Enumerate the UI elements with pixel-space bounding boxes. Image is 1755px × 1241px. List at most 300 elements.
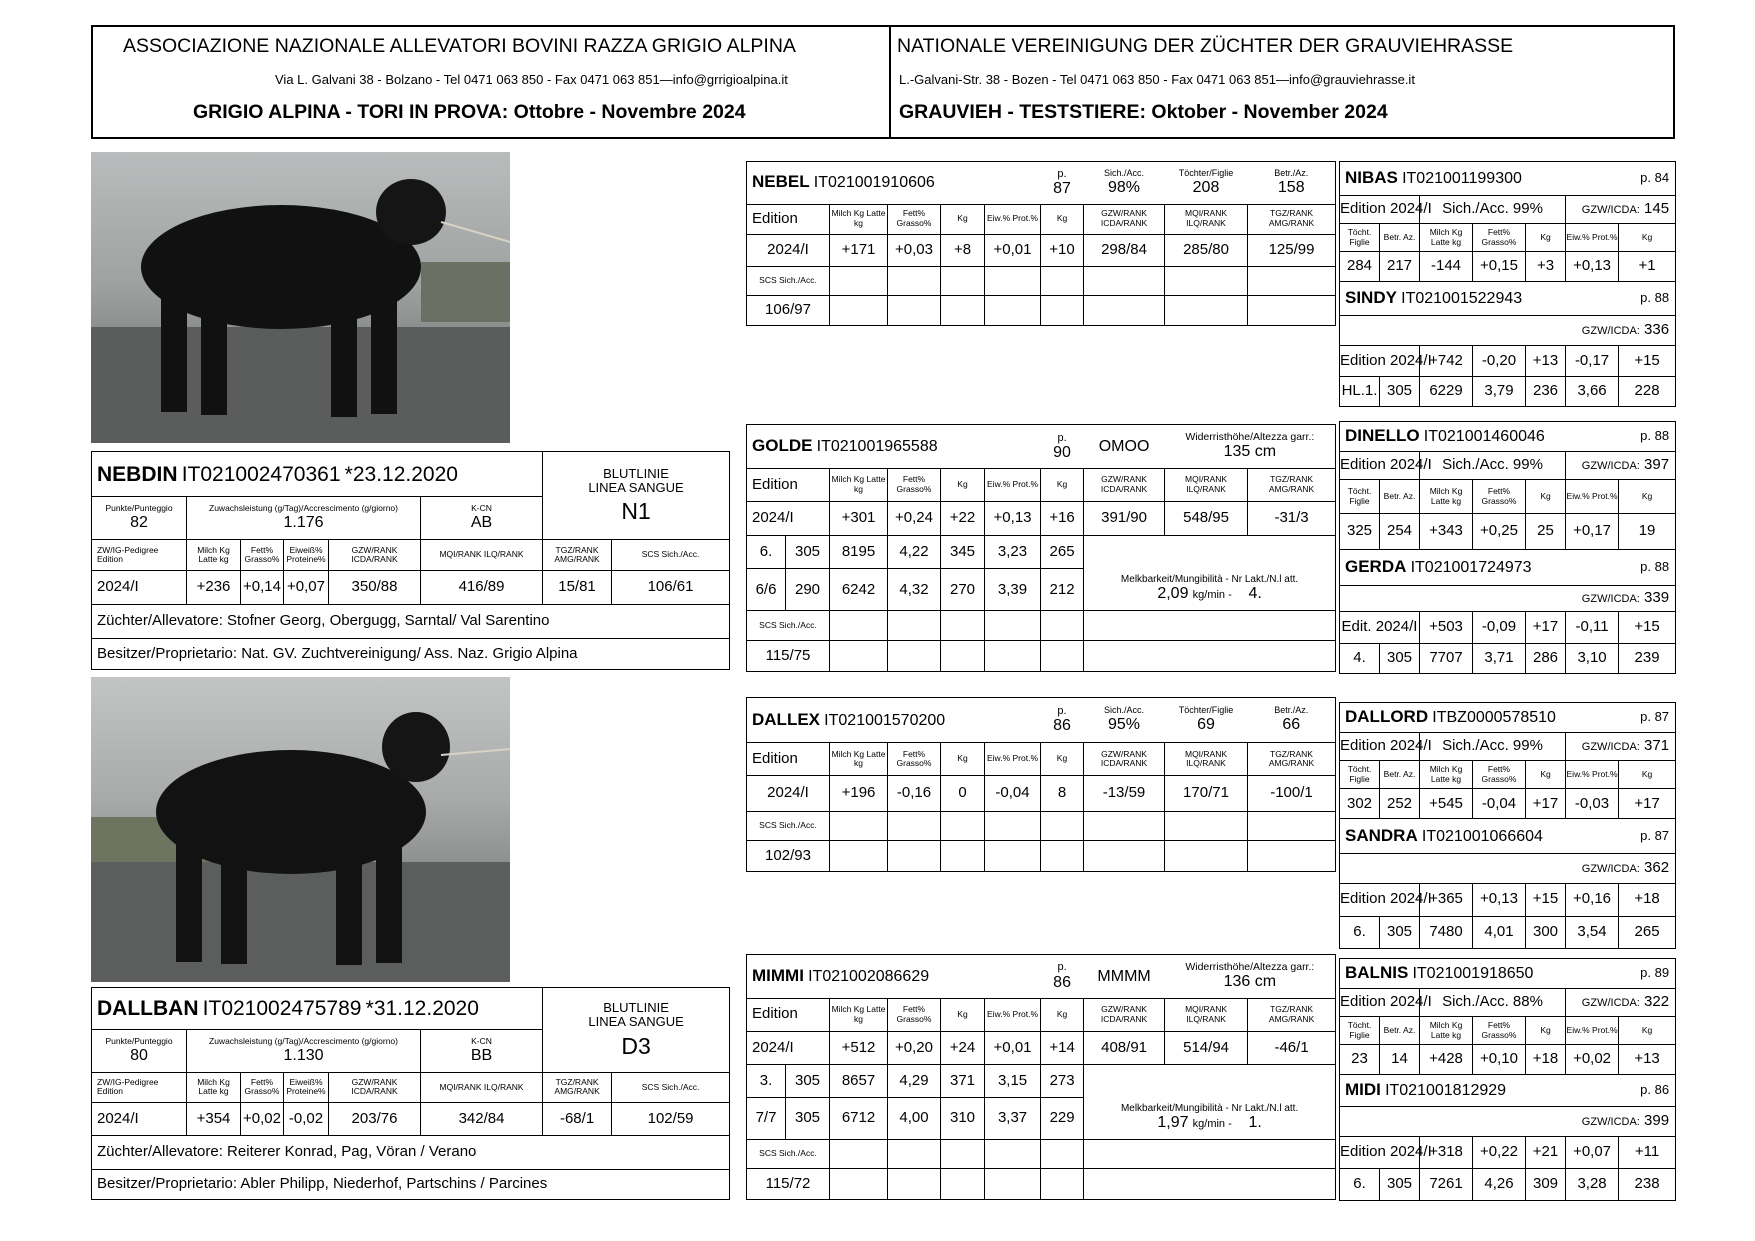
bulls-0-dam-sire-row-5: +0,17 bbox=[1566, 514, 1619, 550]
bulls-0-dam-l1-6: 265 bbox=[1041, 535, 1084, 568]
bulls-1-dam-row-4: +0,01 bbox=[985, 1031, 1041, 1064]
bulls-0-dam-l2-5: 3,39 bbox=[985, 569, 1041, 611]
bulls-0-sire-sire-id: IT021001199300 bbox=[1402, 170, 1522, 188]
labels-fett: Fett% Grasso% bbox=[888, 204, 941, 234]
bulls-1-sire-dam-hl-1: 305 bbox=[1380, 916, 1420, 948]
labels-kg: Kg bbox=[1526, 761, 1566, 789]
labels-eiweiss: Eiweiß% Proteine% bbox=[284, 540, 329, 571]
bulls-0-dam-dam-gzw: 339 bbox=[1644, 589, 1670, 607]
bulls-1-sire-sire-sich: Sich./Acc. 99% bbox=[1420, 733, 1566, 761]
bull-photo-dallban bbox=[91, 677, 510, 982]
it-title: ASSOCIAZIONE NAZIONALE ALLEVATORI BOVINI RAZZA GRIGIO ALPINA bbox=[123, 35, 796, 57]
bulls-1-dam-dam-hl-5: 3,28 bbox=[1566, 1169, 1619, 1201]
labels-gzwicda: GZW/ICDA: bbox=[1581, 862, 1640, 875]
bloodline-value: N1 bbox=[621, 498, 651, 525]
labels-eiw: Eiw.% Prot.% bbox=[1566, 224, 1619, 252]
bulls-1-dam-row-5: +14 bbox=[1041, 1031, 1084, 1064]
bulls-0-dam-row-6: 391/90 bbox=[1084, 502, 1165, 535]
labels-milch: Milch Kg Latte kg bbox=[1420, 1017, 1473, 1045]
bulls-1-sire-sire-row-4: +17 bbox=[1526, 789, 1566, 819]
bulls-0-sire-dam-row1-0: +742 bbox=[1420, 346, 1473, 377]
bulls-1-dam-l1-2: 8657 bbox=[830, 1065, 888, 1098]
labels-gzwicda: GZW/ICDA: bbox=[1581, 204, 1640, 217]
bulls-1-dam-dam-p: p. 86 bbox=[1640, 1082, 1670, 1098]
bull-values-row bbox=[92, 571, 730, 605]
labels-kcn: K-CN bbox=[471, 1036, 492, 1046]
bulls-1-sire-sire-row-6: +17 bbox=[1619, 789, 1676, 819]
bulls-1-dam-l1-1: 305 bbox=[786, 1065, 830, 1098]
breeder: Züchter/Allevatore: Stofner Georg, Obergugg, Sarntal/ Val Sarentino bbox=[92, 605, 730, 639]
bulls-1-dam-l2-0: 7/7 bbox=[747, 1098, 786, 1140]
bulls-1-sire-dam-hl-2: 7480 bbox=[1420, 916, 1473, 948]
labels-kg: Kg bbox=[1526, 480, 1566, 514]
bulls-0-dam-sire-row-4: 25 bbox=[1526, 514, 1566, 550]
bulls-1-scs: 102/59 bbox=[612, 1103, 730, 1136]
labels-punkte: Punkte/Punteggio bbox=[105, 1036, 173, 1046]
labels-betraz: Betr. Az. bbox=[1380, 224, 1420, 252]
bulls-0-dam-l1-0: 6. bbox=[747, 535, 786, 568]
grandparents-dinello-gerda bbox=[1339, 421, 1676, 674]
labels-kg: Kg bbox=[941, 204, 985, 234]
bulls-1-dam-sire-id: IT021001918650 bbox=[1412, 965, 1534, 983]
grandparents-nibas-sindy bbox=[1339, 161, 1676, 407]
labels-eiw: Eiw.% Prot.% bbox=[985, 998, 1041, 1031]
bulls-0-sire-sire-edition: Edition 2024/I bbox=[1340, 196, 1420, 224]
labels-eiw: Eiw.% Prot.% bbox=[985, 743, 1041, 776]
bulls-0-dam-dam-ed: Edit. 2024/I bbox=[1340, 612, 1420, 644]
bulls-0-dam-dam-hl-5: 3,10 bbox=[1566, 644, 1619, 674]
bulls-0-sire-dam-hl-2: 6229 bbox=[1420, 377, 1473, 407]
labels-zuwachs: Zuwachsleistung (g/Tag)/Accrescimento (g/giorno) bbox=[209, 1036, 398, 1046]
labels-gzw: GZW/RANK ICDA/RANK bbox=[1084, 204, 1165, 234]
bulls-1-punkte: 80 bbox=[130, 1046, 148, 1064]
labels-fett: Fett% Grasso% bbox=[888, 743, 941, 776]
bulls-1-sire-row-6: -13/59 bbox=[1084, 776, 1165, 811]
header bbox=[91, 25, 1675, 139]
labels-kg: Kg bbox=[1041, 204, 1084, 234]
owner: Besitzer/Proprietario: Abler Philipp, Niederhof, Partschins / Parcines bbox=[92, 1169, 730, 1199]
de-address: L.-Galvani-Str. 38 - Bozen - Tel 0471 063 850 - Fax 0471 063 851—info@grauviehrasse.it bbox=[899, 72, 1415, 87]
bulls-0-sire-dam-id: IT021001522943 bbox=[1401, 290, 1523, 308]
labels-zw-pedigree: ZW/IG-Pedigree Edition bbox=[92, 1072, 187, 1102]
bulls-0-sire-betr: 158 bbox=[1277, 178, 1305, 196]
bulls-0-dam-l1-4: 345 bbox=[941, 535, 985, 568]
bulls-1-dam-l1-3: 4,29 bbox=[888, 1065, 941, 1098]
labels-fett: Fett% Grasso% bbox=[241, 1072, 284, 1102]
bulls-1-dam-l2-4: 310 bbox=[941, 1098, 985, 1140]
bulls-1-sire-betr: 66 bbox=[1282, 716, 1301, 734]
labels-kcn: K-CN bbox=[471, 503, 492, 514]
bulls-0-dam-dam-row1-3: -0,11 bbox=[1566, 612, 1619, 644]
bulls-0-dam-p: 90 bbox=[1053, 443, 1071, 461]
bulls-1-sire-sire-row-1: 252 bbox=[1380, 789, 1420, 819]
bulls-1-dam-sire-row-3: +0,10 bbox=[1473, 1045, 1526, 1075]
bulls-0-sire-dam-row1-1: -0,20 bbox=[1473, 346, 1526, 377]
bulls-1-dam-sire-row-4: +18 bbox=[1526, 1045, 1566, 1075]
bulls-1-sire-dam-row1-0: +365 bbox=[1420, 883, 1473, 916]
bulls-0-dam-sire-p: p. 88 bbox=[1640, 428, 1670, 444]
bulls-1-dam-sire-row-5: +0,02 bbox=[1566, 1045, 1619, 1075]
bulls-1-sire-row-8: -100/1 bbox=[1248, 776, 1336, 811]
bulls-0-sire-sire-row-0: 284 bbox=[1340, 252, 1380, 282]
labels-kg: Kg bbox=[941, 998, 985, 1031]
labels-toecht: Töcht. Figlie bbox=[1340, 761, 1380, 789]
bulls-1-sire-dam-p: p. 87 bbox=[1640, 827, 1670, 843]
bulls-0-sire-toechter: 208 bbox=[1192, 178, 1220, 196]
bulls-1-dam-dam-hl-1: 305 bbox=[1380, 1169, 1420, 1201]
bulls-0-dam-sire-gzw: 397 bbox=[1644, 456, 1670, 474]
labels-milch: Milch Kg Latte kg bbox=[830, 468, 888, 501]
labels-scs: SCS Sich./Acc. bbox=[612, 1072, 730, 1102]
bulls-0-sire-row-8: 125/99 bbox=[1248, 234, 1336, 266]
bulls-0-dam-type: OMOO bbox=[1098, 437, 1150, 455]
bulls-0-milch: +236 bbox=[187, 571, 241, 605]
bulls-1-dam-sire-sich: Sich./Acc. 88% bbox=[1420, 989, 1566, 1017]
bulls-0-dam-l1-3: 4,22 bbox=[888, 535, 941, 568]
kcn-value: AB bbox=[470, 514, 493, 532]
bulls-0-sire-sire-row-3: +0,15 bbox=[1473, 252, 1526, 282]
labels-milch: Milch Kg Latte kg bbox=[1420, 224, 1473, 252]
bulls-0-dam-sire-sich: Sich./Acc. 99% bbox=[1420, 452, 1566, 480]
labels-scs-small: SCS Sich./Acc. bbox=[747, 267, 830, 295]
bulls-1-sire-sire-name: DALLORD bbox=[1345, 707, 1429, 727]
labels-kg: Kg bbox=[941, 468, 985, 501]
labels-tgz: TGZ/RANK AMG/RANK bbox=[1248, 743, 1336, 776]
dam-card-mimmi bbox=[746, 954, 1336, 1200]
labels-fett: Fett% Grasso% bbox=[888, 468, 941, 501]
bulls-1-dam-sire-row-1: 14 bbox=[1380, 1045, 1420, 1075]
punkte-value: 82 bbox=[130, 514, 148, 532]
bulls-0-dam-l2-0: 6/6 bbox=[747, 569, 786, 611]
bulls-1-sire-id: IT021001570200 bbox=[824, 711, 946, 729]
bloodline-cell bbox=[543, 452, 730, 540]
labels-punkte: Punkte/Punteggio bbox=[105, 503, 173, 514]
labels-sich: Sich./Acc. bbox=[1104, 168, 1145, 179]
bull-name: NEBDIN bbox=[97, 462, 178, 486]
labels-gzwicda: GZW/ICDA: bbox=[1581, 1116, 1640, 1129]
bulls-1-dam-sire-gzw: 322 bbox=[1644, 993, 1670, 1011]
labels-scs: SCS Sich./Acc. bbox=[612, 540, 730, 571]
labels-kg: Kg bbox=[1619, 224, 1676, 252]
bulls-1-dam-sire-edition: Edition 2024/I bbox=[1340, 989, 1420, 1017]
bulls-0-dam-dam-row1-4: +15 bbox=[1619, 612, 1676, 644]
bulls-1-sire-name: DALLEX bbox=[752, 709, 820, 729]
bulls-0-dam-l1-5: 3,23 bbox=[985, 535, 1041, 568]
labels-betr: Betr./Az. bbox=[1274, 705, 1309, 716]
bulls-1-dam-sire-row-6: +13 bbox=[1619, 1045, 1676, 1075]
bulls-0-sire-sire-gzw: 145 bbox=[1644, 200, 1670, 218]
labels-kg: Kg bbox=[1526, 1017, 1566, 1045]
bulls-0-sire-p: 87 bbox=[1053, 180, 1071, 197]
labels-fett: Fett% Grasso% bbox=[888, 998, 941, 1031]
bulls-0-sire-dam-name: SINDY bbox=[1345, 288, 1397, 308]
grandsire-values-row bbox=[1340, 252, 1676, 282]
bulls-0-sire-dam-p: p. 88 bbox=[1640, 290, 1670, 306]
bulls-0-sire-id: IT021001910606 bbox=[813, 174, 935, 192]
bulls-0-dam-sire-name: DINELLO bbox=[1345, 426, 1420, 446]
bulls-1-sire-row-2: -0,16 bbox=[888, 776, 941, 811]
bull-id: IT021002470361 bbox=[181, 462, 341, 486]
bulls-1-dam-id: IT021002086629 bbox=[808, 967, 930, 985]
labels-fett: Fett% Grasso% bbox=[1473, 761, 1526, 789]
bulls-1-dam-row-8: -46/1 bbox=[1248, 1031, 1336, 1064]
bulls-0-tgz: 15/81 bbox=[543, 571, 612, 605]
labels-milch: Milch Kg Latte kg bbox=[1420, 761, 1473, 789]
bulls-0-sire-row-4: +0,01 bbox=[985, 234, 1041, 266]
bulls-0-sire-sire-sich: Sich./Acc. 99% bbox=[1420, 196, 1566, 224]
bulls-1-sire-sich: 95% bbox=[1107, 716, 1141, 734]
bull-values-row bbox=[92, 1103, 730, 1136]
bulls-0-dam-dam-row1-2: +17 bbox=[1526, 612, 1566, 644]
labels-eiweiss: Eiweiß% Proteine% bbox=[284, 1072, 329, 1102]
labels-gzw: GZW/RANK ICDA/RANK bbox=[1084, 998, 1165, 1031]
bulls-0-sire-name: NEBEL bbox=[752, 172, 810, 192]
bulls-0-dam-l1-2: 8195 bbox=[830, 535, 888, 568]
bulls-1-sire-dam-hl-3: 4,01 bbox=[1473, 916, 1526, 948]
bulls-1-dam-dam-row1-4: +11 bbox=[1619, 1137, 1676, 1169]
bulls-0-dam-dam-hl-6: 239 bbox=[1619, 644, 1676, 674]
bulls-1-mqi: 342/84 bbox=[421, 1103, 543, 1136]
bulls-0-sire-row-7: 285/80 bbox=[1165, 234, 1248, 266]
labels-milch: Milch Kg Latte kg bbox=[830, 743, 888, 776]
bulls-0-dam-row-4: +0,13 bbox=[985, 502, 1041, 535]
bulls-1-sire-dam-hl-5: 3,54 bbox=[1566, 916, 1619, 948]
bulls-1-dam-dam-row1-2: +21 bbox=[1526, 1137, 1566, 1169]
labels-kg: Kg bbox=[1619, 1017, 1676, 1045]
labels-betraz: Betr. Az. bbox=[1380, 1017, 1420, 1045]
labels-mqi: MQI/RANK ILQ/RANK bbox=[1165, 468, 1248, 501]
bulls-0-sire-dam-ed: Edition 2024/I bbox=[1340, 346, 1420, 377]
bulls-0-dam-l2-2: 6242 bbox=[830, 569, 888, 611]
labels-eiw: Eiw.% Prot.% bbox=[985, 204, 1041, 234]
bulls-0-dam-dam-hl-2: 7707 bbox=[1420, 644, 1473, 674]
grandparents-balnis-midi bbox=[1339, 958, 1676, 1201]
bulls-0-sire-row-5: +10 bbox=[1041, 234, 1084, 266]
bulls-0-dam-dam-name: GERDA bbox=[1345, 557, 1407, 577]
bulls-0-sire-sire-row-6: +1 bbox=[1619, 252, 1676, 282]
bull-card-nebdin bbox=[91, 451, 730, 670]
bulls-0-sire-row-0: 2024/I bbox=[747, 234, 830, 266]
bulls-1-sire-sire-row-2: +545 bbox=[1420, 789, 1473, 819]
bulls-1-sire-dam-hl-0: 6. bbox=[1340, 916, 1380, 948]
bulls-1-dam-row-3: +24 bbox=[941, 1031, 985, 1064]
bulls-0-sire-sire-name: NIBAS bbox=[1345, 168, 1398, 188]
bulls-0-dam-dam-p: p. 88 bbox=[1640, 559, 1670, 575]
labels-toechter: Töchter/Figlie bbox=[1178, 168, 1234, 179]
bulls-1-tgz: -68/1 bbox=[543, 1103, 612, 1136]
labels-melk: Melkbarkeit/Mungibilità - Nr Lakt./N.l att. bbox=[1120, 1103, 1299, 1115]
bulls-1-dam-row-7: 514/94 bbox=[1165, 1031, 1248, 1064]
dam-values-row bbox=[747, 502, 1336, 535]
bulls-0-dam-mk: 2,09 bbox=[1157, 584, 1189, 602]
it-subtitle: GRIGIO ALPINA - TORI IN PROVA: Ottobre - Novembre 2024 bbox=[193, 101, 746, 123]
labels-widerrist: Widerristhöhe/Altezza garr.: bbox=[1185, 960, 1315, 973]
bulls-1-dam-dam-ed: Edition 2024/I bbox=[1340, 1137, 1420, 1169]
bulls-0-sire-sire-row-4: +3 bbox=[1526, 252, 1566, 282]
labels-tgz: TGZ/RANK AMG/RANK bbox=[543, 1072, 612, 1102]
bulls-1-sire-sire-row-0: 302 bbox=[1340, 789, 1380, 819]
labels-tgz: TGZ/RANK AMG/RANK bbox=[1248, 998, 1336, 1031]
labels-eiw: Eiw.% Prot.% bbox=[1566, 761, 1619, 789]
bulls-0-sire-sire-p: p. 84 bbox=[1640, 170, 1670, 186]
grandsire-values-row bbox=[1340, 789, 1676, 819]
bull-birth: *31.12.2020 bbox=[365, 997, 479, 1021]
bulls-0-dam-dam-row1-0: +503 bbox=[1420, 612, 1473, 644]
labels-edition: Edition bbox=[747, 468, 830, 501]
labels-scs-small: SCS Sich./Acc. bbox=[747, 811, 830, 840]
sire-values-row bbox=[747, 776, 1336, 811]
bulls-1-sire-toechter: 69 bbox=[1197, 716, 1215, 734]
bulls-0-eiweiss: +0,07 bbox=[284, 571, 329, 605]
labels-tgz: TGZ/RANK AMG/RANK bbox=[1248, 204, 1336, 234]
bulls-0-sire-dam-hl-6: 228 bbox=[1619, 377, 1676, 407]
labels-kg: Kg bbox=[1041, 998, 1084, 1031]
bulls-0-dam-row-2: +0,24 bbox=[888, 502, 941, 535]
bulls-0-sire-dam-row1-4: +15 bbox=[1619, 346, 1676, 377]
labels-eiw: Eiw.% Prot.% bbox=[1566, 480, 1619, 514]
bulls-1-dam-row-0: 2024/I bbox=[747, 1031, 830, 1064]
bull-card-dallban bbox=[91, 987, 730, 1200]
labels-betraz: Betr. Az. bbox=[1380, 761, 1420, 789]
bulls-1-dam-l2-6: 229 bbox=[1041, 1098, 1084, 1140]
granddam-lactation-row bbox=[1340, 644, 1676, 674]
granddam-lactation-row bbox=[1340, 1169, 1676, 1201]
bulls-1-dam-l2-3: 4,00 bbox=[888, 1098, 941, 1140]
owner: Besitzer/Proprietario: Nat. GV. Zuchtvereinigung/ Ass. Naz. Grigio Alpina bbox=[92, 639, 730, 670]
bulls-0-sire-row-2: +0,03 bbox=[888, 234, 941, 266]
labels-blutlinie: BLUTLINIE bbox=[603, 465, 669, 481]
bulls-0-sire-row-6: 298/84 bbox=[1084, 234, 1165, 266]
bulls-1-eiweiss: -0,02 bbox=[284, 1103, 329, 1136]
dam-card-golde bbox=[746, 424, 1336, 672]
bulls-1-milch: +354 bbox=[187, 1103, 241, 1136]
bulls-0-dam-sire-row-1: 254 bbox=[1380, 514, 1420, 550]
bulls-1-sire-sire-id: ITBZ0000578510 bbox=[1432, 709, 1556, 727]
bulls-0-scs: 106/61 bbox=[612, 571, 730, 605]
bulls-0-sire-dam-row1-2: +13 bbox=[1526, 346, 1566, 377]
bulls-1-dam-dam-hl-2: 7261 bbox=[1420, 1169, 1473, 1201]
bulls-0-dam-dam-row1-1: -0,09 bbox=[1473, 612, 1526, 644]
labels-widerrist: Widerristhöhe/Altezza garr.: bbox=[1185, 430, 1315, 443]
labels-gzwicda: GZW/ICDA: bbox=[1581, 325, 1640, 338]
labels-mqi: MQI/RANK ILQ/RANK bbox=[1165, 743, 1248, 776]
bulls-1-dam-p: 86 bbox=[1053, 973, 1071, 991]
labels-toecht: Töcht. Figlie bbox=[1340, 224, 1380, 252]
bulls-0-sire-dam-hl-1: 305 bbox=[1380, 377, 1420, 407]
labels-milch: Milch Kg Latte kg bbox=[830, 204, 888, 234]
bulls-1-dam-l1-0: 3. bbox=[747, 1065, 786, 1098]
bulls-1-sire-dam-hl-4: 300 bbox=[1526, 916, 1566, 948]
bulls-0-dam-dam-id: IT021001724973 bbox=[1410, 559, 1532, 577]
labels-linea-sangue: LINEA SANGUE bbox=[588, 1014, 684, 1030]
labels-p: p. bbox=[1057, 705, 1067, 718]
de-title: NATIONALE VEREINIGUNG DER ZÜCHTER DER GRAUVIEHRASSE bbox=[897, 35, 1514, 57]
labels-toecht: Töcht. Figlie bbox=[1340, 480, 1380, 514]
bulls-1-sire-dam-gzw: 362 bbox=[1644, 858, 1670, 876]
labels-fett: Fett% Grasso% bbox=[1473, 480, 1526, 514]
labels-kg: Kg bbox=[1619, 761, 1676, 789]
bulls-0-sire-dam-hl-5: 3,66 bbox=[1566, 377, 1619, 407]
bulls-0-sire-sich: 98% bbox=[1108, 178, 1141, 196]
bulls-0-dam-name: GOLDE bbox=[752, 436, 813, 456]
labels-kgmin: kg/min - bbox=[1192, 588, 1232, 601]
labels-sich: Sich./Acc. bbox=[1103, 705, 1144, 716]
bulls-1-sire-sire-row-5: -0,03 bbox=[1566, 789, 1619, 819]
sire-values-row bbox=[747, 234, 1336, 266]
bulls-0-sire-dam-hl-4: 236 bbox=[1526, 377, 1566, 407]
labels-toecht: Töcht. Figlie bbox=[1340, 1017, 1380, 1045]
bulls-1-dam-lakt: 1. bbox=[1248, 1114, 1262, 1132]
bulls-1-dam-dam-hl-0: 6. bbox=[1340, 1169, 1380, 1201]
bulls-1-sire-p: 86 bbox=[1053, 717, 1071, 735]
bulls-0-dam-row-8: -31/3 bbox=[1248, 502, 1336, 535]
bulls-0-edition: 2024/I bbox=[92, 571, 187, 605]
labels-gzw: GZW/RANK ICDA/RANK bbox=[329, 1072, 421, 1102]
bulls-1-kcn: BB bbox=[470, 1046, 493, 1064]
granddam-lactation-row bbox=[1340, 377, 1676, 407]
bulls-1-dam-dam-gzw: 399 bbox=[1644, 1112, 1670, 1130]
breeder: Züchter/Allevatore: Reiterer Konrad, Pag, Vöran / Verano bbox=[92, 1136, 730, 1169]
bulls-1-sire-row-4: -0,04 bbox=[985, 776, 1041, 811]
de-subtitle: GRAUVIEH - TESTSTIERE: Oktober - November 2024 bbox=[899, 101, 1388, 123]
bulls-1-dam-mk: 1,97 bbox=[1157, 1114, 1189, 1132]
labels-gzwicda: GZW/ICDA: bbox=[1581, 741, 1640, 754]
bulls-0-dam-dam-hl-4: 286 bbox=[1526, 644, 1566, 674]
bulls-0-dam-dam-hl-1: 305 bbox=[1380, 644, 1420, 674]
sire-card-nebel bbox=[746, 161, 1336, 326]
bulls-1-sire-dam-row1-3: +0,16 bbox=[1566, 883, 1619, 916]
lactation-row-1 bbox=[747, 535, 1336, 568]
labels-betraz: Betr. Az. bbox=[1380, 480, 1420, 514]
bulls-1-dam-row-1: +512 bbox=[830, 1031, 888, 1064]
bulls-0-dam-height: 135 cm bbox=[1223, 443, 1277, 461]
bulls-1-dam-sire-row-0: 23 bbox=[1340, 1045, 1380, 1075]
labels-milch: Milch Kg Latte kg bbox=[830, 998, 888, 1031]
labels-kg: Kg bbox=[1041, 743, 1084, 776]
labels-gzw: GZW/RANK ICDA/RANK bbox=[1084, 743, 1165, 776]
labels-gzwicda: GZW/ICDA: bbox=[1581, 460, 1640, 473]
bulls-1-dam-sire-row-2: +428 bbox=[1420, 1045, 1473, 1075]
bulls-1-dam-l2-5: 3,37 bbox=[985, 1098, 1041, 1140]
bulls-1-dam-dam-row1-1: +0,22 bbox=[1473, 1137, 1526, 1169]
labels-gzwicda: GZW/ICDA: bbox=[1581, 593, 1640, 606]
labels-tgz: TGZ/RANK AMG/RANK bbox=[1248, 468, 1336, 501]
bulls-1-dam-name: MIMMI bbox=[752, 965, 804, 985]
bulls-1-sire-dam-hl-6: 265 bbox=[1619, 916, 1676, 948]
bulls-1-zuwachs: 1.130 bbox=[283, 1046, 324, 1064]
bull-name: DALLBAN bbox=[97, 997, 199, 1021]
bulls-1-dam-row-6: 408/91 bbox=[1084, 1031, 1165, 1064]
labels-edition: Edition bbox=[747, 743, 830, 776]
bulls-0-dam-l2-6: 212 bbox=[1041, 569, 1084, 611]
sire-card-dallex bbox=[746, 697, 1336, 872]
labels-p: p. bbox=[1057, 961, 1067, 974]
labels-kg: Kg bbox=[1041, 468, 1084, 501]
bulls-0-dam-sire-row-3: +0,25 bbox=[1473, 514, 1526, 550]
bulls-0-dam-scs: 115/75 bbox=[747, 640, 830, 671]
bulls-1-sire-row-7: 170/71 bbox=[1165, 776, 1248, 811]
labels-fett: Fett% Grasso% bbox=[241, 540, 284, 571]
bulls-0-sire-dam-hl-3: 3,79 bbox=[1473, 377, 1526, 407]
bulls-0-sire-dam-hl-0: HL.1. bbox=[1340, 377, 1380, 407]
labels-kg: Kg bbox=[941, 743, 985, 776]
zuwachs-value: 1.176 bbox=[283, 514, 324, 532]
bulls-0-dam-row-1: +301 bbox=[830, 502, 888, 535]
bulls-0-sire-dam-row1-3: -0,17 bbox=[1566, 346, 1619, 377]
bulls-1-sire-scs: 102/93 bbox=[747, 840, 830, 871]
granddam-lactation-row bbox=[1340, 916, 1676, 948]
bulls-0-dam-dam-hl-3: 3,71 bbox=[1473, 644, 1526, 674]
